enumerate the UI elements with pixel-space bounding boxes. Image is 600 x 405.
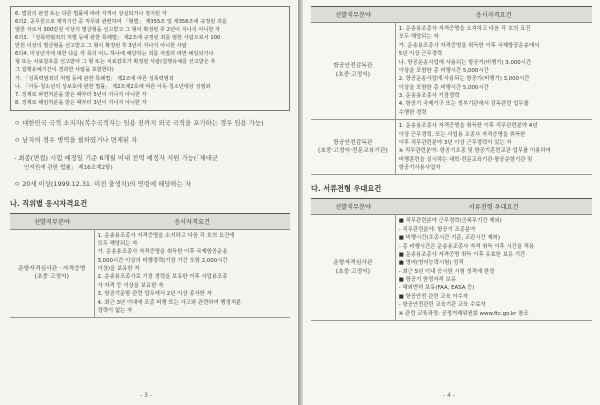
- job-field-name: 운항자격심사관: [333, 259, 373, 266]
- requirement-line: 3. 항공기운항 관련 업무에서 2년 이상 종사한 자: [97, 291, 212, 298]
- requirement-line: ■ 비행시간(조종시간 기준, 교관시간 제외): [398, 235, 500, 242]
- notice-line: 만원 이상의 벌금형을 선고받고 그 형이 확정된 후 3년이 지나지 아니한 사람: [15, 43, 187, 50]
- notice-line: 6의4. 미성년자에 대한 다음 각 목의 어느 하나에 해당하는 죄를 저질러 파면·해임되거나: [15, 51, 214, 58]
- requirement-line: 사 자격 등 이상을 보유한 자: [97, 282, 164, 289]
- header-requirements: 응시자격요건: [94, 213, 290, 229]
- table-row: [311, 120, 592, 175]
- job-field-name: 항공안전감독관: [333, 139, 373, 146]
- requirement-line: - 항공안전관련 교육기관 교육 수료자: [398, 302, 486, 309]
- requirements-table-right: [311, 6, 592, 175]
- bullet-text: ㅇ 남자의 경우 병역을 필하였거나 면제된 자: [14, 136, 138, 145]
- section-heading-position-requirements: 나. 직위별 응시자격요건: [10, 198, 88, 208]
- job-field-name: 운항자격심사관 · 자격증명: [18, 265, 86, 272]
- requirement-line: 2. 운송용조종사로 기장 경력을 보유한 이후 사업용조종: [97, 274, 228, 281]
- notice-line: 형 또는 치료감호를 선고받아 그 형 또는 치료감호가 확정된 사람(집행유예를 선고받은 후: [15, 59, 216, 66]
- requirement-line: 이상)을 보유한 자: [97, 266, 140, 273]
- requirement-line: 가. 운송용조종사 자격증명을 취득한 이후 국제항공운송: [97, 249, 228, 256]
- requirement-line: 5년 이상 근무경력: [398, 51, 443, 58]
- bullet-text: ㅇ 20세 이상(1999.12.31. 이전 출생자)의 연령에 해당하는 자: [14, 179, 192, 188]
- requirement-line: 항공기사용사업자: [398, 165, 441, 171]
- requirement-line: - 해외면허 보유(FAA, EASA 등): [398, 285, 475, 292]
- notice-line: 7. 징계로 파면처분을 받은 때부터 5년이 지나지 아니한 자: [15, 91, 147, 98]
- header-job-field: 선발직무분야: [10, 213, 94, 229]
- requirement-line: ※ 직무관련분야: 항공기조종 및 항공기훈련교관 업무를 이용하여: [398, 148, 551, 155]
- eligibility-bullet: [14, 154, 290, 172]
- requirement-line: ※ 관련 교육과정: 공정거래위원회 www.ftc.go.kr 참조: [398, 310, 529, 317]
- requirement-line: ■ 영어(영어능력시험) 성적: [398, 260, 464, 267]
- requirement-line: 나. 항공운송사업에 사용되는 항공기(비행기) 3,000시간: [398, 59, 532, 66]
- requirement-line: 경력이 없는 자: [97, 307, 133, 314]
- notice-line: 범한 자로서 300만원 이상의 벌금형을 선고받고 그 형이 확정된 후 2년이 지나지 아니한 자: [15, 27, 221, 34]
- requirement-line: 3. 운송용조종사 기장경력: [398, 93, 460, 99]
- page-number: - 3 -: [140, 392, 152, 399]
- table-row: [311, 215, 592, 321]
- notice-line: 그 집행유예기간이 경과한 사람을 포함한다): [15, 67, 114, 74]
- requirement-line: 비행훈련을 실시하는 대학·전문교육기관·항공운항기관 및: [398, 156, 533, 163]
- eligibility-bullet: [14, 119, 290, 129]
- section-heading-document-preference: 다. 서류전형 우대요건: [311, 184, 382, 194]
- notice-line: 6. 법원의 판결 또는 다른 법률에 따라 자격이 상실되거나 정지된 자: [15, 11, 167, 17]
- requirements-cell: [395, 120, 592, 175]
- requirement-line: 1. 운송용조종사 자격증명을 소지하고 다음 각 호의 요건에: [97, 232, 235, 239]
- job-field-name: 항공안전감독관: [333, 63, 373, 70]
- bullet-text: - 최종(면접) 시험 예정일 기준 6개월 이내 전역 예정자 지원 가능(「제대군: [14, 153, 219, 162]
- requirement-line: 4. 최근 3년 이내에 조종 비행 또는 사고와 관련하여 행정처분: [97, 299, 242, 306]
- header-job-field: 선발직무분야: [311, 199, 395, 215]
- eligibility-bullet: [14, 180, 290, 190]
- requirement-line: 1. 운송용조종사 자격증명을 소지하고 다음 각 호의 요건: [398, 26, 531, 32]
- notice-line: 6의2. 공무원으로 재직기간 중 직무와 관련하여 「형법」 제355조 및 제356조에 규정된 죄를: [15, 19, 227, 26]
- job-field-qualifier: (초중·고정익): [34, 274, 69, 281]
- requirement-line: 모두 해당되는 자: [97, 240, 138, 247]
- requirement-line: 가. 운송용조종사 자격증명을 취득한 이후 국제항공운송에서: [398, 42, 540, 49]
- table-row: [10, 229, 290, 318]
- notice-line: 6의3. 「성폭력범죄의 처벌 등에 관한 특례법」 제2조에 규정된 죄를 범한 사람으로서 100: [15, 35, 221, 42]
- bullet-subtext: 인지원에 관한 법률」 제16조제2항): [24, 164, 113, 171]
- requirement-line: - 총 비행시간은 운송용조종사 자격 취득 이후 시간을 적용: [398, 243, 535, 250]
- job-field-qualifier: (초중·고정익·전문교육기관): [317, 148, 388, 155]
- requirement-line: 이후 직무관련분야 3년 이상 근무경력이 있는 자: [398, 139, 512, 146]
- disqualification-notice-box: [10, 6, 290, 111]
- notice-line: 나. 「아동·청소년의 성보호에 관한 법률」 제2조제2호에 따른 아동·청소년대상 성범죄: [15, 83, 211, 90]
- requirement-line: 3,000시간 이상의 비행경력(기장 기간 포함 2,000시간: [97, 257, 228, 264]
- job-field-qualifier: (초중·고정익): [335, 268, 371, 275]
- requirement-line: - 최근 5년 이내 응시한 시험 성적에 한정: [398, 268, 495, 275]
- preference-table: [311, 198, 592, 321]
- job-field-cell: [311, 23, 395, 120]
- requirement-line: 이상 근무경력, 또는 사업용 조종사 자격증명을 취득한: [398, 131, 526, 138]
- notice-line: 8. 징계로 해임처분을 받은 때부터 3년이 지나지 아니한 자: [15, 99, 147, 106]
- requirement-line: 2. 항공운송사업에 사용되는 항공기(비행기) 3,000시간: [398, 76, 530, 83]
- requirement-line: 1. 운송용조종사 자격증명을 취득한 이후 직무관련분야 4년: [398, 123, 538, 130]
- requirement-line: - 직무관련분야: 항공기 조종분야: [398, 226, 476, 233]
- job-field-cell: [311, 120, 395, 175]
- requirement-line: 이상을 포함한 총 비행시간 5,000시간: [398, 84, 489, 91]
- requirement-line: ■ 항공안전 관련 교육 이수자: [398, 293, 469, 300]
- requirement-line: ■ 항공기 한정자격 보유: [398, 277, 456, 283]
- requirement-line: 4. 항공기 국제기구 또는 정부기관에서 감독관련 업무를: [398, 101, 529, 108]
- job-field-cell: [10, 229, 94, 318]
- bullet-text: ㅇ 대한민국 국적 소지자(복수국적자는 임용 전까지 외국 국적을 포기하는 경우 임용 가능): [14, 118, 264, 127]
- requirement-line: ■ 운송용조종사 자격증명 취득 이후 유효한 보유 기간: [398, 251, 526, 258]
- header-requirements: 응시자격요건: [395, 7, 592, 23]
- page-number: - 4 -: [443, 392, 455, 399]
- right-page: [303, 0, 600, 405]
- table-row: [311, 23, 592, 120]
- requirements-cell: [395, 215, 592, 321]
- eligibility-bullet: [14, 136, 290, 146]
- header-job-field: 선발직무분야: [311, 7, 395, 23]
- job-field-qualifier: (초중·고정익): [335, 72, 371, 79]
- notice-line: 가. 「성폭력범죄의 처벌 등에 관한 특례법」 제2조에 따른 성폭력범죄: [15, 75, 174, 82]
- eligibility-bullets: [10, 119, 290, 190]
- requirement-line: 이상을 포함한 총 비행시간 5,000시간: [398, 67, 489, 74]
- requirement-line: 모두 해당되는 자: [398, 34, 439, 41]
- requirement-line: ■ 직무관련분야 근무경력(군복무기간 제외): [398, 218, 502, 225]
- job-field-cell: [311, 215, 395, 321]
- requirements-cell: [94, 229, 290, 318]
- requirement-line: 수행한 경력: [398, 109, 427, 116]
- requirements-table-left: [10, 213, 290, 319]
- left-page: [0, 0, 298, 405]
- header-preferences: 서류전형 우대요건: [395, 199, 592, 215]
- requirements-cell: [395, 23, 592, 120]
